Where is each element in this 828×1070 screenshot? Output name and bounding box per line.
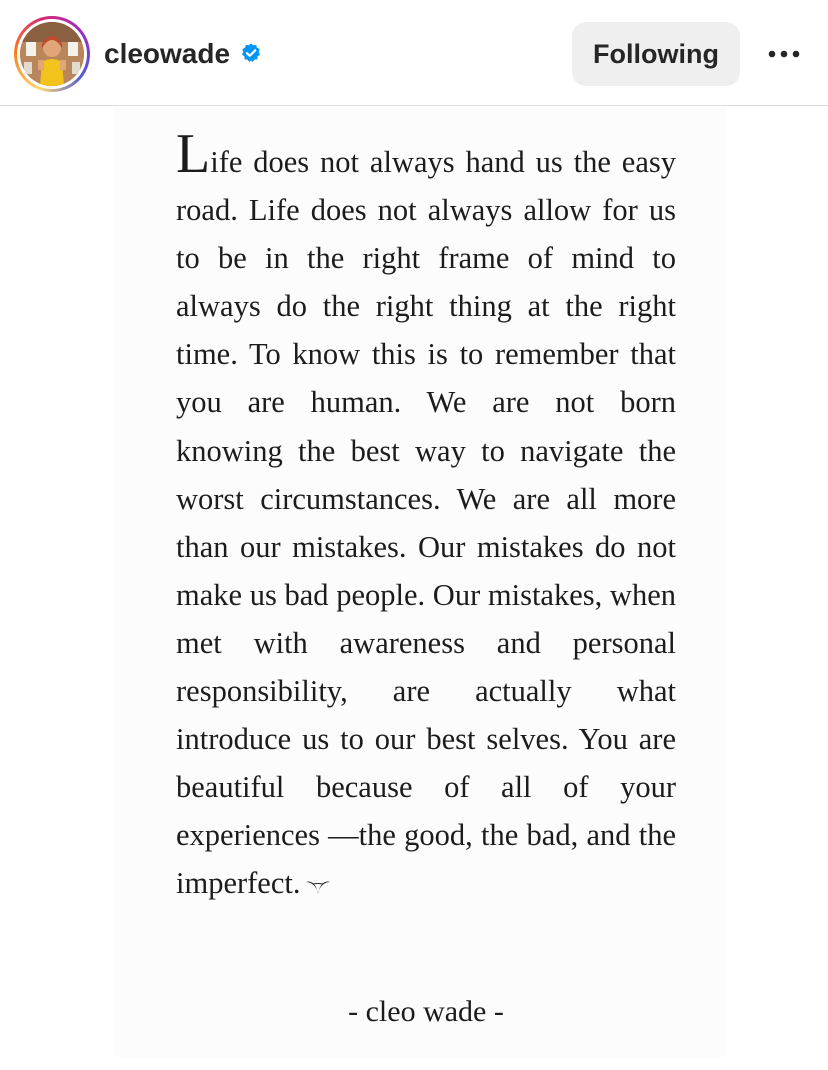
post-header [0,0,828,106]
avatar-image [20,22,84,86]
quote-text-block [176,123,676,908]
flourish-ornament-icon [304,877,332,895]
quote-text: ife does not always hand us the easy road. Life does not always allow for us to be in the right frame of mind to always do the right thing at the right time. To know this is to remember that you are human. We are not born knowing the best way to navigate the worst circumstances. We are all more than our mistakes. Our mistakes do not make us bad people. Our mistakes, when met with awareness and personal responsibility, are actually what introduce us to our best selves. You are beautiful because of all of your experiences —the good, the bad, and the imperfect. [176,145,676,901]
avatar[interactable] [20,22,84,86]
more-horizontal-icon[interactable] [762,34,806,74]
verified-badge-icon [240,42,262,64]
username[interactable]: cleowade [104,38,231,69]
signature: - cleo wade - [348,995,504,1028]
story-ring[interactable] [14,16,90,92]
quote-dropcap: L [176,123,211,185]
following-button[interactable]: Following [572,22,740,86]
dots-icon [762,34,806,74]
